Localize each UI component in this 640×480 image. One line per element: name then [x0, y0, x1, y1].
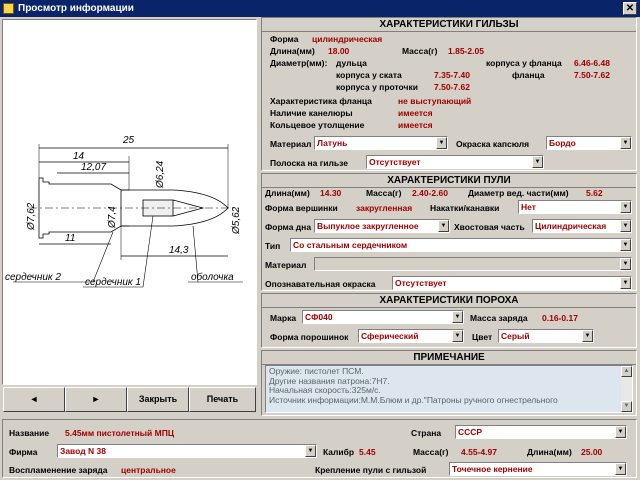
chevron-down-icon[interactable]: ▼ [620, 277, 631, 289]
chevron-down-icon[interactable]: ▼ [582, 330, 593, 342]
note-line: Источник информации:М.М.Блюм и др."Патроны ручного огнестрельного [269, 394, 558, 405]
bullet-ident-value: Отсутствует [395, 278, 447, 288]
chevron-down-icon[interactable]: ▼ [438, 220, 449, 232]
powder-grain-label: Форма порошинок [270, 332, 349, 342]
dim-label-phi624: Ø6,24 [155, 160, 166, 188]
bullet-length-label: Длина(мм) [265, 188, 310, 198]
label-shell: оболочка [191, 272, 234, 283]
case-diam-label: Диаметр(мм): [270, 58, 328, 68]
bullet-ident-label: Опознавательная окраска [265, 279, 376, 289]
powder-charge-label: Масса заряда [470, 313, 528, 323]
case-flange-char-value: не выступающий [398, 96, 472, 106]
window-titlebar [0, 0, 640, 17]
bullet-ident-select[interactable] [392, 276, 632, 290]
bullet-length-value: 14.30 [320, 188, 342, 198]
cartridge-svg [3, 20, 256, 384]
dim-label-14: 14 [73, 151, 85, 162]
note-line: Начальная скорость:325м/с. [269, 385, 381, 395]
bullet-type-select[interactable] [290, 238, 632, 252]
dim-label-phi762: Ø7,62 [26, 202, 37, 230]
case-ring-label: Кольцевое утолщение [270, 120, 365, 130]
fixing-value: Точечное кернение [452, 464, 533, 474]
case-primer-color-value: Бордо [549, 138, 576, 148]
bullet-tail-label: Хвостовая часть [454, 222, 525, 232]
case-cannelure-label: Наличие канелюры [270, 108, 353, 118]
chevron-down-icon[interactable]: ▼ [452, 311, 463, 323]
powder-panel [261, 293, 637, 348]
chevron-down-icon[interactable]: ▼ [620, 137, 631, 149]
chevron-down-icon[interactable]: ▼ [620, 258, 631, 270]
ignition-value: центральное [121, 465, 176, 475]
case-material-label: Материал [270, 139, 312, 149]
chevron-down-icon[interactable]: ▼ [436, 137, 447, 149]
bullet-panel [261, 173, 637, 291]
case-primer-color-label: Окраска капсюля [456, 139, 530, 149]
firm-value: Завод N 38 [60, 446, 106, 456]
bullet-header: ХАРАКТЕРИСТИКИ ПУЛИ [262, 174, 636, 188]
chevron-down-icon[interactable]: ▼ [620, 239, 631, 251]
bullet-base-label: Форма дна [265, 222, 312, 232]
firm-select[interactable] [57, 444, 317, 458]
case-form-value: цилиндрическая [312, 34, 383, 44]
powder-grain-select[interactable] [358, 329, 464, 343]
note-line: Другие названия патрона:7Н7. [269, 375, 390, 386]
caliber-value: 5.45 [359, 447, 376, 457]
bullet-material-select[interactable] [314, 257, 632, 271]
print-button[interactable]: Печать [189, 387, 256, 412]
name-value: 5.45мм пистолетный МПЦ [65, 428, 175, 438]
country-label: Страна [411, 428, 442, 438]
note-scrollbar[interactable] [621, 366, 632, 412]
case-length-value: 18.00 [328, 46, 350, 56]
note-header: ПРИМЕЧАНИЕ [262, 351, 636, 365]
dim-label-25: 25 [123, 135, 135, 146]
powder-brand-select[interactable] [302, 310, 464, 324]
dim-label-phi562: Ø5,62 [231, 206, 242, 234]
scroll-down-icon[interactable]: ▼ [621, 401, 632, 412]
powder-color-value: Серый [501, 331, 530, 341]
case-flange-char-label: Характеристика фланца [270, 96, 372, 106]
bullet-material-label: Материал [265, 260, 307, 270]
case-outline-top [39, 178, 129, 190]
bullet-lead-diam-value: 5.62 [586, 188, 603, 198]
case-stripe-select[interactable] [366, 155, 544, 169]
caliber-label: Калибр [323, 447, 355, 457]
bullet-knurl-label: Накатки/канавки [430, 203, 500, 213]
case-panel [261, 17, 637, 171]
powder-brand-value: СФ040 [305, 312, 333, 322]
case-cannelure-value: имеется [398, 108, 433, 118]
cartridge-drawing [2, 19, 257, 385]
mass-value: 4.55-4.97 [461, 447, 497, 457]
case-mass-label: Масса(г) [402, 46, 438, 56]
length-value: 25.00 [581, 447, 603, 457]
bullet-tail-value: Цилиндрическая [535, 221, 607, 231]
case-slope-value: 7.35-7.40 [434, 70, 470, 80]
case-stripe-label: Полоска на гильзе [270, 158, 348, 168]
chevron-down-icon[interactable]: ▼ [620, 220, 631, 232]
next-button[interactable]: ► [65, 387, 127, 412]
length-label: Длина(мм) [527, 447, 572, 457]
bullet-lead-diam-label: Диаметр вед. части(мм) [468, 188, 569, 198]
bullet-knurl-select[interactable] [518, 200, 632, 214]
ignition-label: Воспламенение заряда [9, 465, 108, 475]
bullet-type-value: Со стальным сердечником [293, 240, 408, 250]
case-header: ХАРАКТЕРИСТИКИ ГИЛЬЗЫ [262, 18, 636, 32]
case-mouth-label: дульца [336, 58, 367, 68]
bottom-panel [2, 419, 637, 478]
country-select[interactable] [455, 425, 627, 439]
dim-label-143: 14,3 [169, 245, 189, 256]
note-textarea[interactable] [265, 365, 633, 413]
bullet-mass-value: 2.40-2.60 [412, 188, 448, 198]
prev-button[interactable]: ◄ [3, 387, 65, 412]
powder-brand-label: Марка [270, 313, 297, 323]
chevron-down-icon[interactable]: ▼ [305, 445, 316, 457]
case-material-select[interactable] [314, 136, 448, 150]
case-material-value: Латунь [317, 138, 348, 148]
powder-grain-value: Сферический [361, 331, 419, 341]
case-slope-label: корпуса у ската [336, 70, 402, 80]
dim-label-phi74: Ø7,4 [107, 206, 118, 228]
note-line: Оружие: пистолет ПСМ. [269, 366, 364, 376]
bullet-tip-label: Форма вершинки [265, 203, 338, 213]
window-title: Просмотр информации [18, 3, 134, 14]
case-flange-body-label: корпуса у фланца [486, 58, 562, 68]
powder-header: ХАРАКТЕРИСТИКИ ПОРОХА [262, 294, 636, 308]
powder-charge-value: 0.16-0.17 [542, 313, 578, 323]
dim-label-11: 11 [65, 233, 76, 244]
case-flange-value: 7.50-7.62 [574, 70, 610, 80]
case-stripe-value: Отсутствует [369, 157, 421, 167]
country-value: СССР [458, 427, 483, 437]
case-groove-body-value: 7.50-7.62 [434, 82, 470, 92]
chevron-down-icon[interactable]: ▼ [532, 156, 543, 168]
bullet-knurl-value: Нет [521, 202, 536, 212]
chevron-down-icon[interactable]: ▼ [620, 201, 631, 213]
case-primer-color-select[interactable] [546, 136, 632, 150]
label-core2: сердечник 2 [5, 272, 61, 283]
case-length-label: Длина(мм) [270, 46, 315, 56]
mass-label: Масса(г) [413, 447, 449, 457]
chevron-down-icon[interactable]: ▼ [615, 463, 626, 475]
case-flange-body-value: 6.46-6.48 [574, 58, 610, 68]
fixing-label: Крепление пули с гильзой [315, 465, 427, 475]
bullet-type-label: Тип [265, 241, 281, 251]
close-window-button[interactable]: ✕ [623, 2, 637, 15]
chevron-down-icon[interactable]: ▼ [452, 330, 463, 342]
dim-label-1207: 12,07 [81, 162, 107, 173]
label-core1: сердечник 1 [85, 277, 141, 288]
case-groove-body-label: корпуса у проточки [336, 82, 418, 92]
case-form-label: Форма [270, 34, 299, 44]
bullet-tail-select[interactable] [532, 219, 632, 233]
case-ring-value: имеется [398, 120, 433, 130]
app-icon [3, 3, 14, 14]
chevron-down-icon[interactable]: ▼ [615, 426, 626, 438]
scroll-up-icon[interactable]: ▲ [621, 366, 632, 377]
name-label: Название [9, 428, 50, 438]
bullet-base-select[interactable] [314, 219, 450, 233]
firm-label: Фирма [9, 447, 38, 457]
fixing-select[interactable] [449, 462, 627, 476]
powder-color-select[interactable] [498, 329, 594, 343]
bullet-base-value: Выпуклое закругленное [317, 221, 419, 231]
close-button[interactable]: Закрыть [127, 387, 189, 412]
powder-color-label: Цвет [472, 332, 493, 342]
bullet-tip-value: закругленная [356, 203, 413, 213]
case-mass-value: 1.85-2.05 [448, 46, 484, 56]
case-flange-label: фланца [512, 70, 545, 80]
bullet-mass-label: Масса(г) [366, 188, 402, 198]
